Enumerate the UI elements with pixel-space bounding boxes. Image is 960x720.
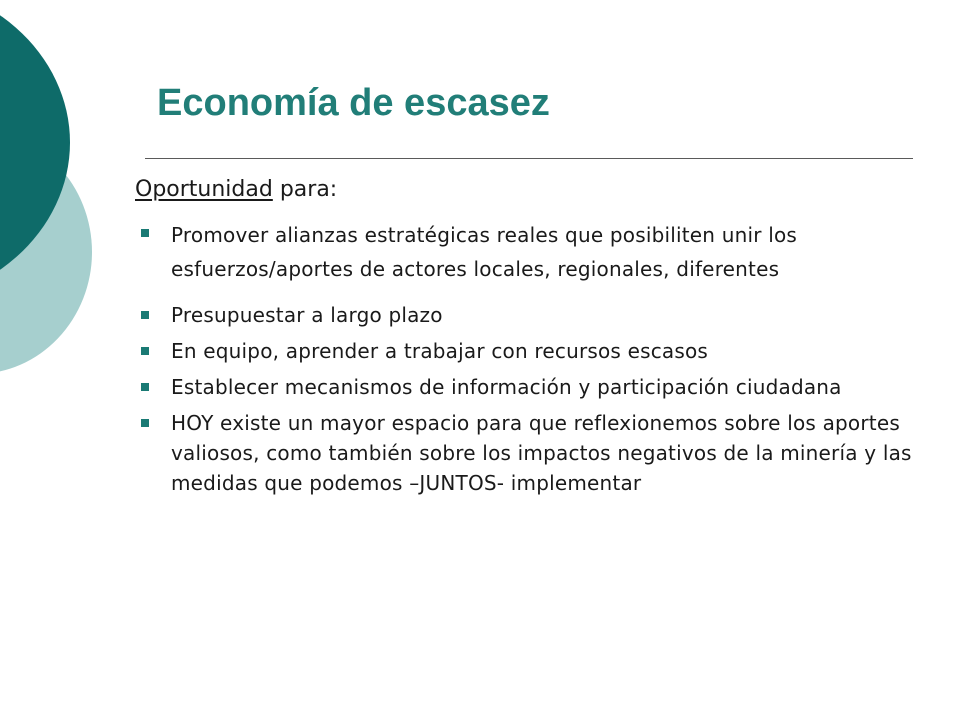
slide-title: Economía de escasez (157, 82, 550, 124)
title-divider (145, 158, 913, 159)
square-bullet-icon (141, 229, 149, 237)
bullet-item (135, 408, 915, 498)
bullet-item (135, 300, 915, 330)
bullet-item (135, 218, 915, 286)
bullet-text: En equipo, aprender a trabajar con recursos escasos (171, 339, 709, 363)
square-bullet-icon (141, 311, 149, 319)
lead-rest: para: (272, 177, 338, 202)
square-bullet-icon (141, 419, 149, 427)
bullet-text: Establecer mecanismos de información y participación ciudadana (171, 375, 842, 399)
bullet-text: Presupuestar a largo plazo (171, 303, 443, 327)
bullet-item (135, 336, 915, 366)
bullet-list (135, 218, 915, 498)
square-bullet-icon (141, 383, 149, 391)
bullet-text: Promover alianzas estratégicas reales que posibiliten unir los esfuerzos/aportes de actores locales, regionales, diferentes (171, 223, 798, 281)
lead-underlined-word: Oportunidad (135, 177, 273, 202)
square-bullet-icon (141, 347, 149, 355)
bullet-text: HOY existe un mayor espacio para que reflexionemos sobre los aportes valiosos, como también sobre los impactos negativos de la minería y las medidas que podemos –JUNTOS- implementar (171, 411, 912, 495)
bullet-item (135, 372, 915, 402)
lead-line (135, 175, 337, 205)
